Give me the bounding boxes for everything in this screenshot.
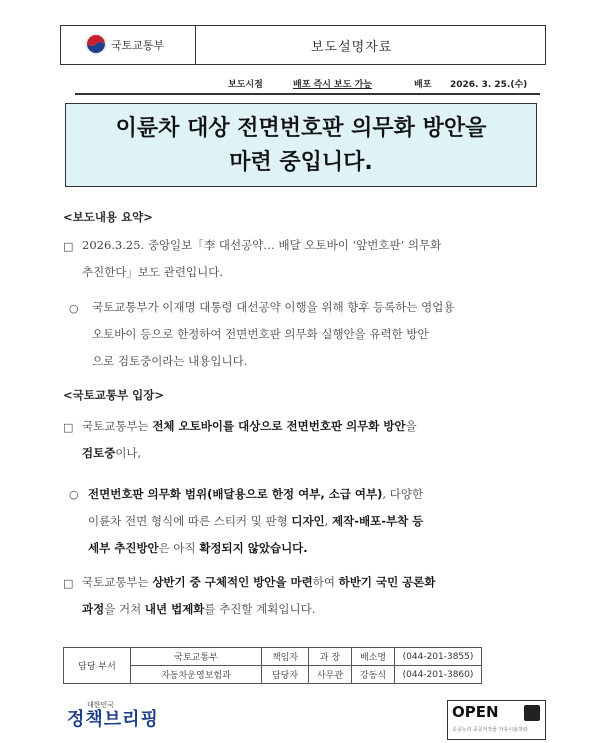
open-label: OPEN [452,703,499,721]
document-type: 보도설명자료 [311,40,393,55]
dept-label: 담당 부서 [64,648,131,684]
dept-org: 국토교통부 [131,648,262,666]
policy-briefing-logo [67,700,159,730]
contact-role: 담당자 [262,666,309,684]
summary-item-2-line-1: 국토교통부가 이재명 대통령 대선공약 이행을 위해 향후 등록하는 영업용 [92,300,455,314]
summary-item-2-line-3: 으로 검토중이라는 내용입니다. [92,354,248,368]
contact-name: 배소명 [352,648,395,666]
contact-title: 사무관 [309,666,352,684]
contact-role: 책임자 [262,648,309,666]
brand-big-text: 정책브리핑 [67,709,159,730]
circle-bullet-icon: ○ [69,488,79,501]
square-bullet-icon: □ [63,240,74,253]
summary-item-1-line-2: 추진한다」보도 관련입니다. [82,265,224,279]
square-bullet-icon: □ [63,577,74,590]
government-emblem-icon [85,33,107,55]
release-timing: 배포 즉시 보도 가능 [293,80,372,90]
summary-item-1-line-1: 2026.3.25. 중앙일보「李 대선공약… 배달 오토바이 ‘앞번호판’ 의무화 [82,238,442,252]
ministry-name: 국토교통부 [111,39,165,52]
position-paragraph-1: 국토교통부는 전체 오토바이를 대상으로 전면번호판 의무화 방안을 검토중이나, [82,419,417,460]
position-paragraph-3: 국토교통부는 상반기 중 구체적인 방안을 마련하여 하반기 국민 공론화 과정을 거쳐 내년 법제화를 추진할 계획입니다. [82,575,436,616]
position-heading: <국토교통부 입장> [63,388,165,402]
contact-name: 강동식 [352,666,395,684]
distribution-label: 배포 [414,80,432,90]
title-box [65,103,537,187]
contact-phone: (044-201-3855) [395,648,482,666]
circle-bullet-icon: ○ [69,302,79,315]
header-divider [195,26,196,64]
license-text: 공공누리 공공저작물 자유이용허락 [452,727,528,733]
distribution-date: 2026. 3. 25.(수) [450,80,528,90]
title-line-1: 이륜차 대상 전면번호판 의무화 방안을 [115,116,487,141]
dept-division: 자동차운영보험과 [131,666,262,684]
summary-item-1 [82,232,542,286]
license-icon [524,705,540,721]
brand-small-text: 대한민국 [87,701,115,709]
title-line-2: 마련 중입니다. [229,150,373,175]
contact-title: 과 장 [309,648,352,666]
summary-heading: <보도내용 요약> [63,210,153,224]
release-rule [75,93,540,95]
summary-item-2-line-2: 오토바이 등으로 한정하여 전면번호판 의무화 실행안을 유력한 방안 [92,327,429,341]
position-paragraph-2: 전면번호판 의무화 범위(배달용으로 한정 여부, 소급 여부), 다양한 이륜차 전면 형식에 따른 스티커 및 판형 디자인, 제작-배포-부착 등 세부 추진방안은 아직 확정되지 않았습니다. [88,487,424,555]
contact-table [63,647,482,684]
header-box [60,25,546,65]
summary-item-2 [92,294,547,375]
contact-phone: (044-201-3860) [395,666,482,684]
release-timing-label: 보도시점 [228,80,263,90]
open-license-badge [447,700,546,740]
square-bullet-icon: □ [63,421,74,434]
